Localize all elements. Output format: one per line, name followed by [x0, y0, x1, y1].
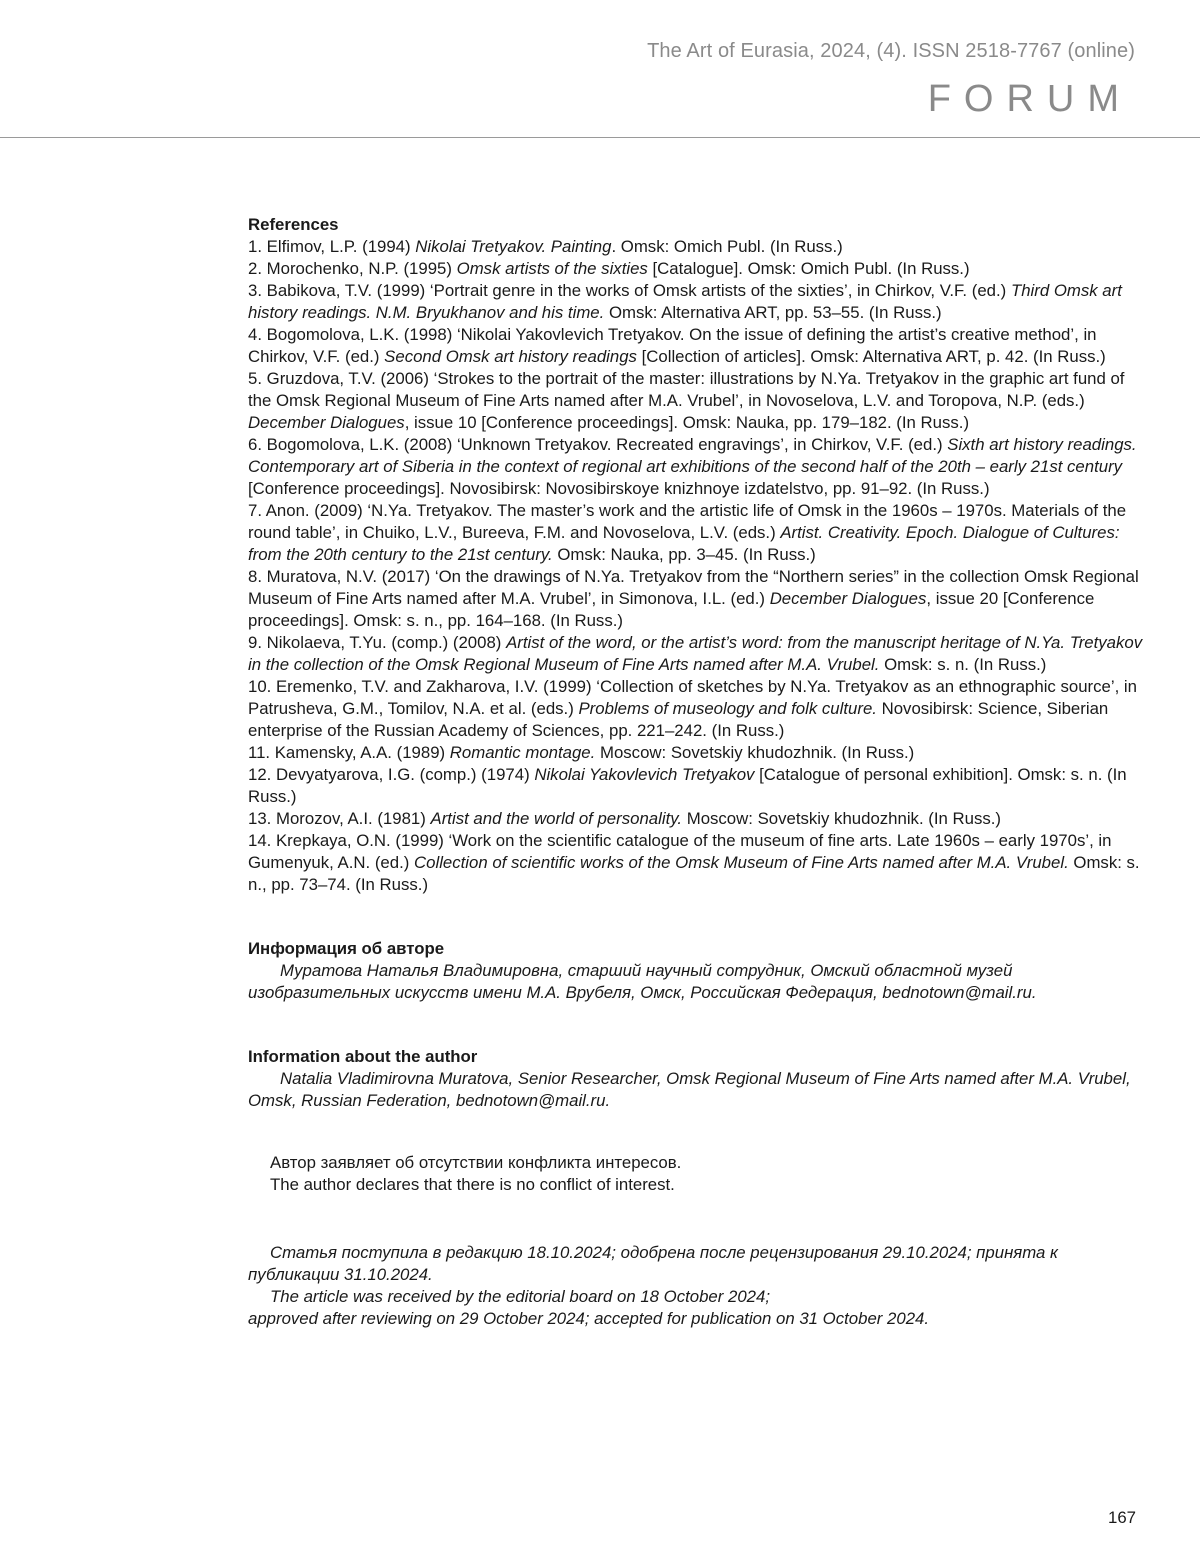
- journal-header: The Art of Eurasia, 2024, (4). ISSN 2518-7767 (online): [647, 40, 1135, 62]
- reference-text: 10. Eremenko, T.V. and Zakharova, I.V. (1999) ‘Collection of sketches by N.Ya. Tretyakov as an ethnographic source’, in Patrusheva, G.M., Tomilov, N.A. et al. (eds.): [248, 677, 1137, 718]
- reference-title: Artist. Creativity. Epoch. Dialogue of Cultures: from the 20th century to the 21st century.: [248, 523, 1120, 564]
- reference-details: [Catalogue of personal exhibition]. Omsk: s. n. (In Russ.): [248, 765, 1127, 806]
- author-info-ru-heading: Информация об авторе: [248, 939, 445, 958]
- dates-ru-text: Статья поступила в редакцию 18.10.2024; одобрена после рецензирования 29.10.2024; принята к публикации 31.10.2024.: [248, 1243, 1058, 1284]
- author-info-ru-text: Муратова Наталья Владимировна, старший научный сотрудник, Омский областной музей изобразительных искусств имени М.А. Врубеля, Омск, Российская Федерация, bednotown@mail.ru.: [248, 961, 1037, 1002]
- section-title: FORUM: [927, 78, 1132, 120]
- reference-title: Nikolai Tretyakov. Painting: [415, 237, 612, 256]
- dates-en-line2: approved after reviewing on 29 October 2024; accepted for publication on 31 October 2024.: [248, 1309, 930, 1328]
- reference-details: . Omsk: Omich Publ. (In Russ.): [611, 237, 843, 256]
- reference-item: [248, 258, 1148, 280]
- author-info-en-text: Natalia Vladimirovna Muratova, Senior Researcher, Omsk Regional Museum of Fine Arts named after M.A. Vrubel, Omsk, Russian Federation, bednotown@mail.ru.: [248, 1069, 1131, 1110]
- reference-item: [248, 676, 1148, 742]
- reference-text: 1. Elfimov, L.P. (1994): [248, 237, 416, 256]
- reference-title: Second Omsk art history readings: [384, 347, 637, 366]
- reference-title: Omsk artists of the sixties: [456, 259, 648, 278]
- reference-text: 7. Anon. (2009) ‘N.Ya. Tretyakov. The master’s work and the artistic life of Omsk in the 1960s – 1970s. Materials of the round table’, in Chuiko, L.V., Bureeva, F.M. and Novoselova, L.V. (eds.): [248, 501, 1127, 542]
- reference-item: [248, 632, 1148, 676]
- reference-text: 5. Gruzdova, T.V. (2006) ‘Strokes to the portrait of the master: illustrations by N.Ya. Tretyakov in the graphic art fund of the Omsk Regional Museum of Fine Arts named after M.A. Vrubel’, in Novoselova, L.V. and Toropova, N.P. (eds.): [248, 369, 1125, 410]
- reference-item: [248, 280, 1148, 324]
- reference-details: Moscow: Sovetskiy khudozhnik. (In Russ.): [595, 743, 915, 762]
- reference-item: [248, 434, 1148, 500]
- reference-item: [248, 368, 1148, 434]
- reference-text: 8. Muratova, N.V. (2017) ‘On the drawings of N.Ya. Tretyakov from the “Northern series” in the collection Omsk Regional Museum of Fine Arts named after M.A. Vrubel’, in Simonova, I.L. (ed.): [248, 567, 1139, 608]
- reference-item: [248, 808, 1148, 830]
- reference-details: [Collection of articles]. Omsk: Alternativa ART, p. 42. (In Russ.): [636, 347, 1106, 366]
- reference-title: Artist of the word, or the artist’s word: from the manuscript heritage of N.Ya. Tretyakov in the collection of the Omsk Regional Museum of Fine Arts named after M.A. Vrubel.: [248, 633, 1143, 674]
- reference-details: Omsk: s. n., pp. 73–74. (In Russ.): [248, 853, 1140, 894]
- reference-title: Sixth art history readings. Contemporary art of Siberia in the context of regional art exhibitions of the second half of the 20th – early 21st century: [248, 435, 1137, 476]
- reference-details: Omsk: Alternativa ART, pp. 53–55. (In Russ.): [604, 303, 942, 322]
- reference-details: Novosibirsk: Science, Siberian enterprise of the Russian Academy of Sciences, pp. 221–242. (In Russ.): [248, 699, 1109, 740]
- reference-details: Omsk: s. n. (In Russ.): [879, 655, 1047, 674]
- reference-item: [248, 566, 1148, 632]
- reference-title: Romantic montage.: [449, 743, 596, 762]
- reference-text: 12. Devyatyarova, I.G. (comp.) (1974): [248, 765, 535, 784]
- reference-details: Omsk: Nauka, pp. 3–45. (In Russ.): [552, 545, 816, 564]
- author-info-en-heading: Information about the author: [248, 1047, 478, 1066]
- reference-item: [248, 764, 1148, 808]
- reference-title: Problems of museology and folk culture.: [578, 699, 877, 718]
- conflict-statement-ru: Автор заявляет об отсутствии конфликта интересов.: [270, 1153, 682, 1172]
- reference-details: [Conference proceedings]. Novosibirsk: Novosibirskoye knizhnoye izdatelstvo, pp. 91–92. (In Russ.): [248, 479, 990, 498]
- reference-title: December Dialogues: [248, 413, 405, 432]
- reference-title: Artist and the world of personality.: [430, 809, 683, 828]
- reference-item: [248, 500, 1148, 566]
- reference-item: [248, 324, 1148, 368]
- reference-title: Third Omsk art history readings. N.M. Bryukhanov and his time.: [248, 281, 1122, 322]
- reference-details: , issue 10 [Conference proceedings]. Omsk: Nauka, pp. 179–182. (In Russ.): [404, 413, 970, 432]
- reference-details: [Catalogue]. Omsk: Omich Publ. (In Russ.): [647, 259, 970, 278]
- reference-item: [248, 830, 1148, 896]
- reference-text: 14. Krepkaya, O.N. (1999) ‘Work on the scientific catalogue of the museum of fine arts. Late 1960s – early 1970s’, in Gumenyuk, A.N. (ed.): [248, 831, 1112, 872]
- reference-title: Nikolai Yakovlevich Tretyakov: [534, 765, 755, 784]
- reference-item: [248, 236, 1148, 258]
- reference-item: [248, 742, 1148, 764]
- reference-text: 11. Kamensky, A.A. (1989): [248, 743, 450, 762]
- reference-text: 13. Morozov, A.I. (1981): [248, 809, 431, 828]
- references-heading: References: [248, 215, 339, 234]
- reference-text: 2. Morochenko, N.P. (1995): [248, 259, 457, 278]
- reference-text: 9. Nikolaeva, T.Yu. (comp.) (2008): [248, 633, 507, 652]
- page-number: 167: [1108, 1508, 1136, 1527]
- page-content: [248, 214, 1148, 1330]
- reference-text: 6. Bogomolova, L.K. (2008) ‘Unknown Tretyakov. Recreated engravings’, in Chirkov, V.F. (ed.): [248, 435, 948, 454]
- reference-text: 4. Bogomolova, L.K. (1998) ‘Nikolai Yakovlevich Tretyakov. On the issue of defining the artist’s creative method’, in Chirkov, V.F. (ed.): [248, 325, 1097, 366]
- reference-title: December Dialogues: [769, 589, 927, 608]
- header-divider: [0, 137, 1200, 138]
- conflict-statement-en: The author declares that there is no conflict of interest.: [270, 1175, 675, 1194]
- references-list: [248, 236, 1148, 896]
- reference-title: Collection of scientific works of the Omsk Museum of Fine Arts named after M.A. Vrubel.: [414, 853, 1069, 872]
- reference-text: 3. Babikova, T.V. (1999) ‘Portrait genre in the works of Omsk artists of the sixties’, in Chirkov, V.F. (ed.): [248, 281, 1011, 300]
- reference-details: , issue 20 [Conference proceedings]. Omsk: s. n., pp. 164–168. (In Russ.): [248, 589, 1095, 630]
- dates-en-line1: The article was received by the editorial board on 18 October 2024;: [270, 1287, 770, 1306]
- dates-ru: [248, 1242, 1148, 1286]
- reference-details: Moscow: Sovetskiy khudozhnik. (In Russ.): [682, 809, 1002, 828]
